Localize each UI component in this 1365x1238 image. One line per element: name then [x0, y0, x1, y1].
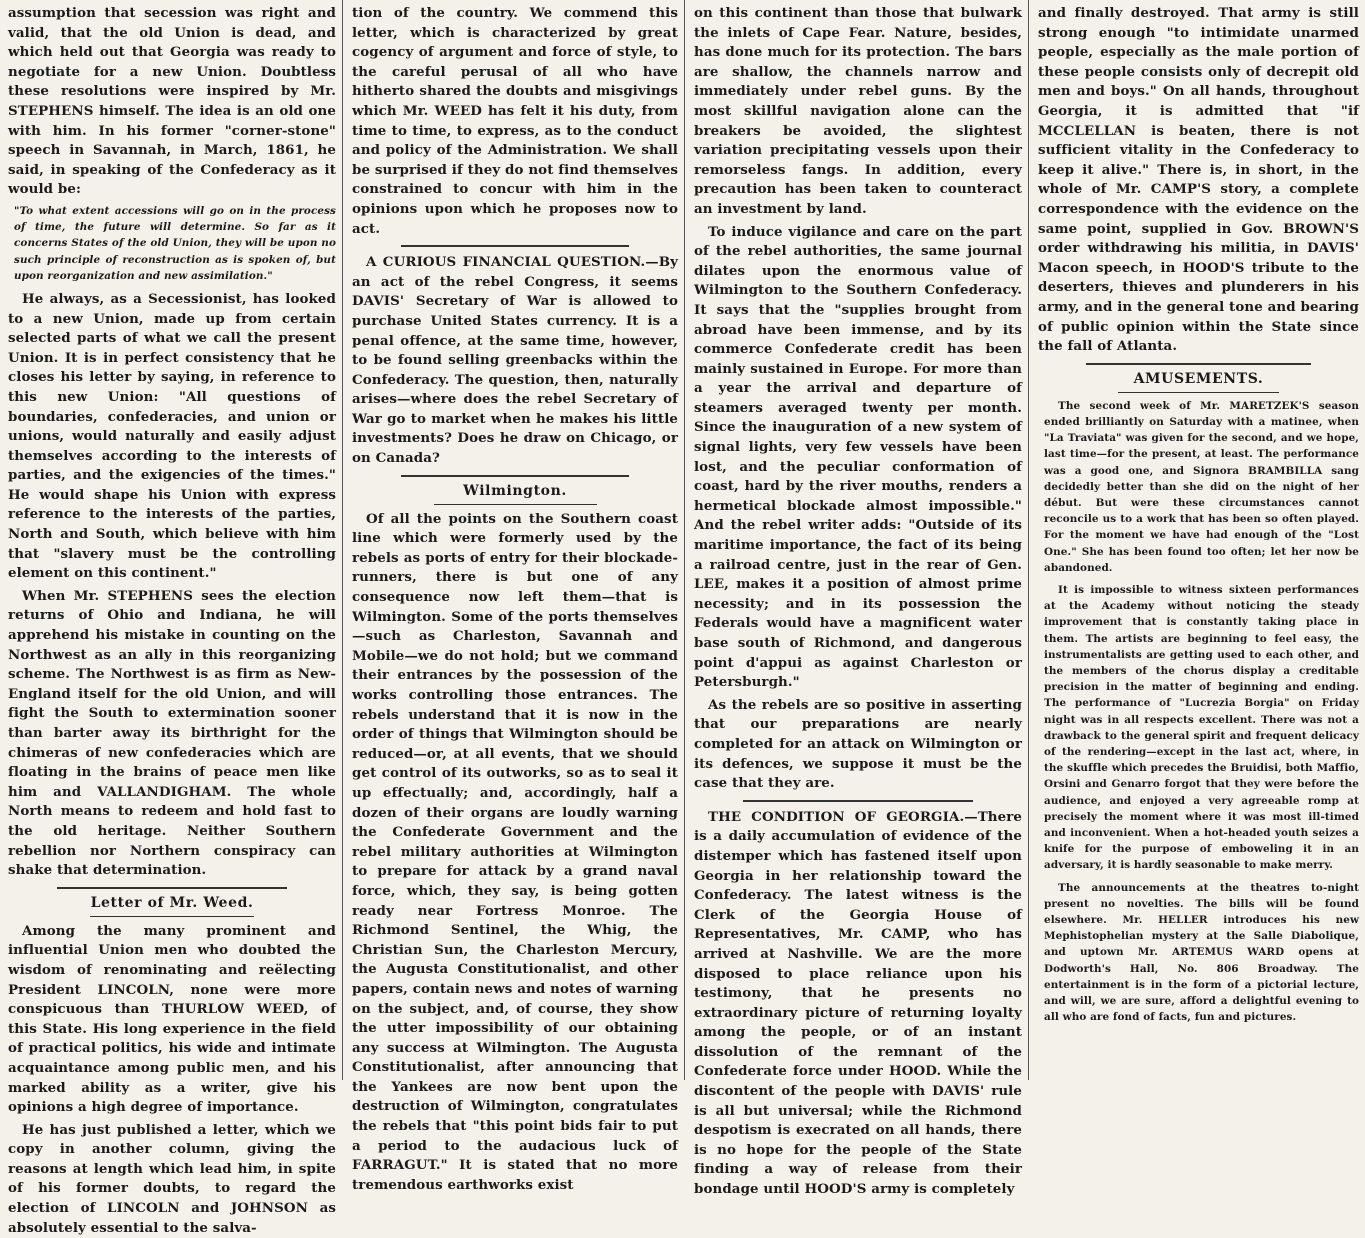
amusements-paragraph: It is impossible to witness sixteen performances at the Academy without noticing the steady improvement that is constantly taking place in them. The artists are beginning to feel easy, the instrumentalists are getting used to each other, and the members of the chorus display a creditable precision in the matter of beginning and ending. The performance of "Lucrezia Borgia" on Friday night was in all respects excellent. There was not a drawback to the general spirit and frequent delicacy of the rendering—except in the last act, where, in the skuffle which precedes the Bruidisi, both Maffio, Orsini and Genarro forgot that they were before the audience, and enjoyed a very agreeable romp at precisely the moment where it was most ill-timed and inconvenient. When a hot-headed youth seizes a knife for the purpose of emboweling it in an adversary, it is hardly seasonable to make merry. [1044, 583, 1359, 872]
heading-rule [1118, 392, 1279, 393]
column-4 [1030, 4, 1365, 1078]
paragraph: To induce vigilance and care on the part of the rebel authorities, the same journal dilates upon the enormous value of Wilmington to the Southern Confederacy. It says that the "supplies brought from abroad have been immense, and by its commerce Confederate credit has been mainly sustained in Europe. For more than a year the arrival and departure of steamers averaged twenty per month. Since the inauguration of a new system of signal lights, very few vessels have been lost, and the peculiar conformation of coast, hard by the river mouths, renders a hermetical blockade almost impossible." And the rebel writer adds: "Outside of its maritime importance, the fact of its being a railroad centre, just in the rear of Gen. LEE, makes it a position of almost prime necessity; and in its possession the Federals would have a magnificent water base south of Richmond, and dangerous point d'appui as against Charleston or Petersburgh." [694, 223, 1022, 691]
paragraph: THE CONDITION OF GEORGIA.—There is a daily accumulation of evidence of the distemper which has fastened itself upon Georgia in her relationship toward the Confederacy. The latest witness is the Clerk of the Georgia House of Representatives, Mr. CAMP, who has arrived at Nashville. We are the more disposed to place reliance upon his testimony, that he presents no extraordinary picture of returning loyalty among the people, or of an instant dissolution of the remnant of the Confederate force under HOOD. While the discontent of the people with DAVIS' rule is all but universal; while the Richmond despotism is execrated on all hands, there is no hope for the people of the State finding a way of release from their bondage until HOOD'S army is completely [694, 808, 1022, 1198]
paragraph: tion of the country. We commend this letter, which is characterized by great cogency of argument and force of style, to the careful perusal of all who have hitherto shared the doubts and misgivings which Mr. WEED has felt it his duty, from time to time, to express, as to the conduct and policy of the Administration. We shall be surprised if they do not find themselves constrained to concur with him in the opinions upon which he proposes now to act. [352, 5, 678, 237]
column-2 [344, 4, 684, 1193]
column-1 [0, 4, 342, 1236]
paragraph: Among the many prominent and influential Union men who doubted the wisdom of renominating and reëlecting President LINCOLN, none were more conspicuous than THURLOW WEED, of this State. His long experience in the field of practical politics, his wide and intimate acquaintance among public men, and his marked ability as a writer, give his opinions a high degree of importance. [8, 922, 336, 1116]
paragraph: on this continent than those that bulwark the inlets of Cape Fear. Nature, besides, has done much for its protection. The bars are shallow, the channels narrow and immediately under rebel guns. By the most skillful navigation alone can the breakers be avoided, the slightest variation precipitating vessels upon their remorseless fangs. In addition, every precaution has been taken to counteract an investment by land. [694, 5, 1022, 217]
paragraph: When Mr. STEPHENS sees the election returns of Ohio and Indiana, he will apprehend his mistake in counting on the Northwest as an ally in this reorganizing scheme. The Northwest is as firm as New-England itself for the old Union, and will fight the South to extermination sooner than barter away its birthright for the chimeras of new confederacies which are floating in the brains of peace men like him and VALLANDIGHAM. The whole North means to redeem and hold fast to the old heritage. Neither Southern rebellion nor Northern conspiracy can shake that determination. [8, 587, 336, 879]
heading-rule [90, 916, 254, 917]
column-rule [342, 0, 343, 1080]
section-divider [401, 475, 629, 477]
column-3 [686, 4, 1028, 1198]
paragraph: A CURIOUS FINANCIAL QUESTION.—By an act of the rebel Congress, it seems DAVIS' Secretary of War is allowed to purchase United States currency. It is a penal offence, at the same time, however, to be found selling greenbacks within the Confederacy. The question, then, naturally arises—where does the rebel Secretary of War go to market when he makes his little investments? Does he draw on Chicago, or on Canada? [352, 254, 678, 467]
heading-rule [434, 504, 597, 505]
paragraph: assumption that secession was right and valid, that the old Union is dead, and which held out that Georgia was ready to negotiate for a new Union. Doubtless these resolutions were inspired by Mr. STEPHENS himself. The idea is an old one with him. In his former "corner-stone" speech in Savannah, in March, 1861, he said, in speaking of the Confederacy as it would be: [8, 5, 336, 198]
paragraph: He always, as a Secessionist, has looked to a new Union, made up from certain selected parts of what we call the present Union. It is in perfect consistency that he closes his letter by saying, in reference to this new Union: "All questions of boundaries, confederacies, and union or unions, would naturally and easily adjust themselves according to the interests of parties, and the exigencies of the times." He would shape his Union with express reference to the interests of the parties, North and South, which believe with him that "slavery must be the controlling element on this continent." [8, 290, 336, 582]
paragraph: and finally destroyed. That army is still strong enough "to intimidate unarmed people, especially as the male portion of these people consists only of decrepit old men and boys." On all hands, throughout Georgia, it is admitted that "if MCCLELLAN is beaten, there is not sufficient vitality in the Confederacy to keep it alive." There is, in short, in the whole of Mr. CAMP'S story, a complete correspondence with the evidence on the same point, supplied in Gov. BROWN'S order withdrawing his militia, in DAVIS' Macon speech, in HOOD'S tribute to the deserters, thieves and plunderers in his army, and in the general tone and bearing of public opinion within the State since the fall of Atlanta. [1038, 5, 1359, 355]
paragraph: Of all the points on the Southern coast line which were formerly used by the rebels as ports of entry for their blockade-runners, there is but one of any consequence now left them—that is Wilmington. Some of the ports themselves—such as Charleston, Savannah and Mobile—we do not hold; but we command their entrances by the possession of the works controlling those entrances. The rebels understand that it is now in the order of things that Wilmington should be reduced—or, at all events, that we should get control of its outworks, so as to seal it up effectually; and, accordingly, half a dozen of their organs are loudly warning the Confederate Government and the rebel military authorities at Wilmington to prepare for attack by a grand naval force, which, they say, is being gotten ready near Fortress Monroe. The Richmond Sentinel, the Whig, the Christian Sun, the Charleston Mercury, the Augusta Constitutionalist, and other papers, contain news and notes of warning on the subject, and, of course, they show the utter impossibility of our obtaining any success at Wilmington. The Augusta Constitutionalist, after announcing that the Yankees are now bent upon the destruction of Wilmington, congratulates the rebels that "this point bids fair to put a period to the audacious luck of FARRAGUT." It is stated that no more tremendous earthworks exist [352, 510, 678, 1193]
section-heading: Wilmington. [463, 482, 567, 499]
section-divider [401, 245, 629, 247]
column-rule [1028, 0, 1029, 1080]
amusements-paragraph: The announcements at the theatres to-night present no novelties. The bills will be found elsewhere. Mr. HELLER introduces his new Mephistophelian mystery at the Salle Diabolique, and uptown Mr. ARTEMUS WARD opens at Dodworth's Hall, No. 806 Broadway. The entertainment is in the form of a pictorial lecture, and will, we are sure, afford a delightful evening to all who are fond of facts, fun and pictures. [1044, 881, 1359, 1024]
section-divider [743, 800, 973, 802]
paragraph: As the rebels are so positive in asserting that our preparations are nearly completed for an attack on Wilmington or its defences, we suppose it must be the case that they are. [694, 696, 1022, 792]
section-divider [57, 887, 287, 889]
column-rule [684, 0, 685, 1080]
quote-paragraph: "To what extent accessions will go on in the process of time, the future will determine. So far as it concerns States of the old Union, they will be upon no such principle of reconstruction as is spoken of, but upon reorganization and new assimilation." [14, 204, 336, 282]
section-divider [1086, 363, 1311, 365]
paragraph: He has just published a letter, which we copy in another column, giving the reasons at length which lead him, in spite of his former doubts, to regard the election of LINCOLN and JOHNSON as absolutely essential to the salva- [8, 1121, 336, 1236]
section-heading: Letter of Mr. Weed. [90, 894, 254, 911]
amusements-paragraph: The second week of Mr. MARETZEK'S season ended brilliantly on Saturday with a matinee, when "La Traviata" was given for the second, and we hope, last time—for the present, at least. The performance was a good one, and Signora BRAMBILLA sang decidedly better than she did on the night of her début. But were these circumstances cannot reconcile us to a work that has been so often played. For the moment we have had enough of the "Lost One." She has been found too often; let her now be abandoned. [1044, 399, 1359, 574]
section-heading: AMUSEMENTS. [1133, 370, 1264, 387]
